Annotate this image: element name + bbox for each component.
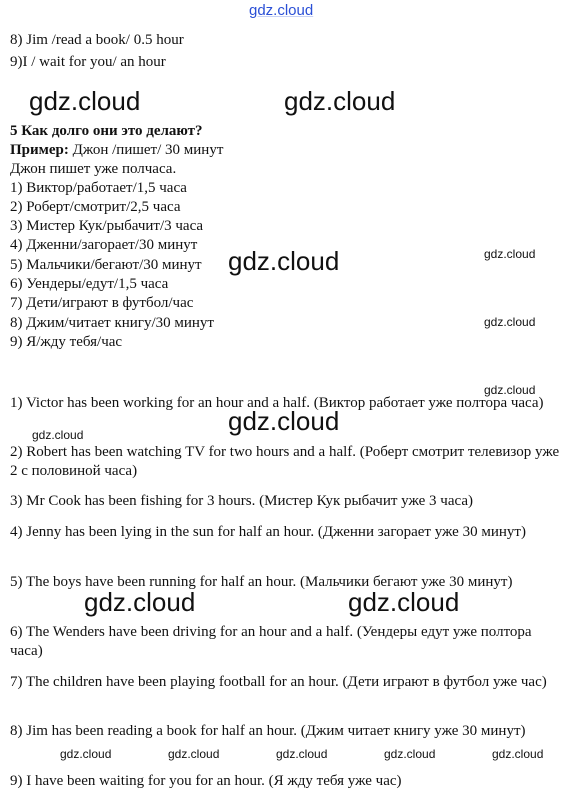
watermark: gdz.cloud (84, 587, 196, 617)
previous-item-line: 9)I / wait for you/ an hour (10, 54, 166, 70)
watermark-top: gdz.cloud (249, 2, 314, 19)
answer-item: 9) I have been waiting for you for an hour. (Я жду тебя уже час) (10, 773, 402, 789)
watermark: gdz.cloud (484, 247, 536, 261)
answer-item: 5) The boys have been running for half an hour. (Мальчики бегают уже 30 минут) (10, 574, 513, 590)
example-text: Джон /пишет/ 30 минут (68, 142, 224, 158)
example-label: Пример: (10, 142, 69, 158)
exercise-item: 6) Уендеры/едут/1,5 часа (10, 276, 169, 292)
watermark: gdz.cloud (484, 315, 536, 329)
exercise-item: 5) Мальчики/бегают/30 минут (10, 257, 202, 273)
exercise-item: 2) Роберт/смотрит/2,5 часа (10, 199, 181, 215)
watermark: gdz.cloud (484, 383, 536, 397)
watermark: gdz.cloud (60, 747, 112, 761)
watermark: gdz.cloud (228, 406, 340, 436)
watermark: gdz.cloud (284, 86, 396, 116)
answer-item: 4) Jenny has been lying in the sun for half an hour. (Дженни загорает уже 30 минут) (10, 524, 526, 540)
answer-item: 8) Jim has been reading a book for half an hour. (Джим читает книгу уже 30 минут) (10, 723, 526, 739)
watermark: gdz.cloud (29, 86, 141, 116)
example-line (10, 141, 223, 160)
watermark: gdz.cloud (384, 747, 436, 761)
previous-item-line: 8) Jim /read a book/ 0.5 hour (10, 32, 184, 48)
exercise-item: 4) Дженни/загорает/30 минут (10, 237, 198, 253)
watermark: gdz.cloud (32, 428, 84, 442)
watermark: gdz.cloud (348, 587, 460, 617)
answer-item: 6) The Wenders have been driving for an hour and a half. (Уендеры едут уже полтора часа) (10, 624, 532, 659)
watermark: gdz.cloud (492, 747, 544, 761)
example-answer: Джон пишет уже полчаса. (10, 161, 177, 177)
exercise-item: 7) Дети/играют в футбол/час (10, 295, 194, 311)
answer-item: 7) The children have been playing football for an hour. (Дети играют в футбол уже час) (10, 674, 547, 690)
answer-item: 3) Mr Cook has been fishing for 3 hours. (Мистер Кук рыбачит уже 3 часа) (10, 493, 473, 509)
exercise-item: 8) Джим/читает книгу/30 минут (10, 315, 214, 331)
exercise-item: 3) Мистер Кук/рыбачит/3 часа (10, 218, 204, 234)
exercise-item: 9) Я/жду тебя/час (10, 334, 123, 350)
watermark: gdz.cloud (168, 747, 220, 761)
answer-item: 2) Robert has been watching TV for two hours and a half. (Роберт смотрит телевизор уже 2 с половиной часа) (10, 444, 560, 479)
watermark: gdz.cloud (228, 246, 340, 276)
exercise-heading: 5 Как долго они это делают? (10, 123, 203, 139)
exercise-item: 1) Виктор/работает/1,5 часа (10, 180, 187, 196)
answer-item: 1) Victor has been working for an hour and a half. (Виктор работает уже полтора часа) (10, 395, 544, 411)
watermark: gdz.cloud (276, 747, 328, 761)
